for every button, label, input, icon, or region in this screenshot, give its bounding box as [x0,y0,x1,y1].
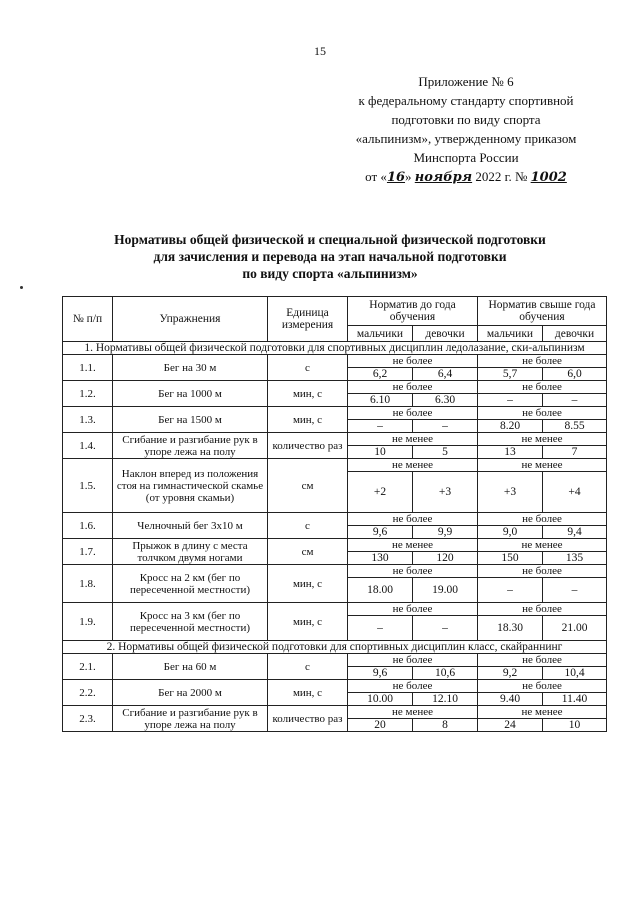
value-boys-year: – [348,420,413,433]
table-row [63,565,607,578]
value-boys-over: 18.30 [478,616,543,641]
row-number: 1.7. [63,539,113,565]
row-unit: мин, с [268,680,348,706]
row-exercise: Бег на 1500 м [113,407,268,433]
appendix-block [326,72,606,187]
value-girls-year: 8 [413,719,478,732]
date-mid: » [405,169,412,184]
row-condition-year: не более [348,355,478,368]
value-girls-over: 9,4 [543,526,607,539]
section-title: 2. Нормативы общей физической подготовки для спортивных дисциплин класс, скайраннинг [63,641,607,654]
value-boys-year: +2 [348,472,413,513]
value-boys-over: 8.20 [478,420,543,433]
value-boys-over: 9,0 [478,526,543,539]
appendix-line: «альпинизм», утвержденному приказом [355,131,577,146]
value-girls-year: – [413,616,478,641]
header-num: № п/п [63,297,113,342]
value-boys-over: 24 [478,719,543,732]
row-exercise: Челночный бег 3х10 м [113,513,268,539]
row-condition-over: не более [478,603,607,616]
header-boys: мальчики [348,326,413,342]
row-number: 2.3. [63,706,113,732]
value-girls-year: 9,9 [413,526,478,539]
row-condition-year: не более [348,680,478,693]
row-number: 1.5. [63,459,113,513]
row-number: 1.9. [63,603,113,641]
section-row [63,641,607,654]
row-exercise: Сгибание и разгибание рук в упоре лежа на полу [113,706,268,732]
value-girls-over: 10,4 [543,667,607,680]
row-unit: см [268,539,348,565]
value-girls-over: 135 [543,552,607,565]
row-condition-year: не более [348,513,478,526]
date-year: 2022 г. № [475,169,528,184]
header-norm-over: Норматив свыше года обучения [478,297,607,326]
row-condition-over: не более [478,355,607,368]
row-condition-year: не более [348,565,478,578]
handwritten-order-number: 1002 [530,170,567,185]
norms-table [62,296,607,732]
value-girls-year: 10,6 [413,667,478,680]
row-number: 1.6. [63,513,113,539]
row-exercise: Бег на 2000 м [113,680,268,706]
row-unit: количество раз [268,706,348,732]
value-girls-year: 19.00 [413,578,478,603]
row-number: 1.4. [63,433,113,459]
row-condition-year: не менее [348,433,478,446]
row-exercise: Кросс на 3 км (бег по пересеченной местности) [113,603,268,641]
row-condition-over: не более [478,381,607,394]
value-boys-year: 18.00 [348,578,413,603]
row-unit: количество раз [268,433,348,459]
appendix-line: Минспорта России [413,150,519,165]
value-girls-year: 120 [413,552,478,565]
section-row [63,342,607,355]
appendix-line: к федеральному стандарту спортивной [358,93,574,108]
row-exercise: Бег на 1000 м [113,381,268,407]
title-line: Нормативы общей физической и специальной физической подготовки [114,232,546,247]
handwritten-day: 16 [386,170,406,185]
row-unit: с [268,355,348,381]
row-unit: см [268,459,348,513]
row-condition-over: не более [478,513,607,526]
table-row [63,603,607,616]
row-condition-year: не менее [348,706,478,719]
value-girls-over: – [543,578,607,603]
value-boys-year: 10.00 [348,693,413,706]
row-exercise: Сгибание и разгибание рук в упоре лежа на полу [113,433,268,459]
value-boys-over: 150 [478,552,543,565]
page-number: 15 [314,44,326,58]
appendix-date-line [326,167,606,187]
table-row [63,459,607,472]
value-boys-over: 5,7 [478,368,543,381]
table-row [63,355,607,368]
row-number: 1.1. [63,355,113,381]
table-row [63,654,607,667]
handwritten-month: ноября [414,170,473,185]
value-girls-year: 6,4 [413,368,478,381]
value-girls-year: 6.30 [413,394,478,407]
row-condition-over: не более [478,565,607,578]
header-girls: девочки [543,326,607,342]
value-girls-over: 7 [543,446,607,459]
title-line: по виду спорта «альпинизм» [242,266,418,281]
row-exercise: Наклон вперед из положения стоя на гимнастической скамье (от уровня скамьи) [113,459,268,513]
norms-table-body [63,342,607,732]
row-number: 2.1. [63,654,113,680]
table-row [63,433,607,446]
row-unit: с [268,654,348,680]
row-exercise: Кросс на 2 км (бег по пересеченной местности) [113,565,268,603]
value-girls-over: 21.00 [543,616,607,641]
row-exercise: Прыжок в длину с места толчком двумя ногами [113,539,268,565]
row-condition-year: не более [348,654,478,667]
table-row [63,680,607,693]
row-number: 2.2. [63,680,113,706]
appendix-line: Приложение № 6 [418,74,514,89]
value-boys-over: – [478,578,543,603]
value-girls-over: 11.40 [543,693,607,706]
value-boys-over: 13 [478,446,543,459]
table-row [63,706,607,719]
value-boys-year: 130 [348,552,413,565]
row-unit: с [268,513,348,539]
row-condition-over: не более [478,680,607,693]
value-girls-over: 6,0 [543,368,607,381]
appendix-line: подготовки по виду спорта [391,112,541,127]
header-norm-year: Норматив до года обучения [348,297,478,326]
row-unit: мин, с [268,407,348,433]
title-line: для зачисления и перевода на этап начальной подготовки [153,249,507,264]
header-exercise: Упражнения [113,297,268,342]
header-girls: девочки [413,326,478,342]
row-condition-year: не более [348,603,478,616]
row-condition-year: не менее [348,539,478,552]
value-girls-over: 8.55 [543,420,607,433]
value-boys-year: 10 [348,446,413,459]
table-row [63,381,607,394]
section-title: 1. Нормативы общей физической подготовки для спортивных дисциплин ледолазание, ски-альпинизм [63,342,607,355]
row-condition-over: не менее [478,459,607,472]
value-boys-year: 6.10 [348,394,413,407]
header-unit: Единица измерения [268,297,348,342]
row-condition-over: не менее [478,706,607,719]
row-condition-year: не более [348,381,478,394]
value-boys-year: – [348,616,413,641]
row-condition-over: не более [478,407,607,420]
value-girls-over: 10 [543,719,607,732]
table-row [63,539,607,552]
row-number: 1.3. [63,407,113,433]
row-unit: мин, с [268,565,348,603]
row-number: 1.8. [63,565,113,603]
value-boys-year: 6,2 [348,368,413,381]
row-unit: мин, с [268,381,348,407]
value-girls-year: 12.10 [413,693,478,706]
value-boys-over: 9.40 [478,693,543,706]
row-condition-over: не менее [478,433,607,446]
value-girls-over: +4 [543,472,607,513]
value-boys-over: 9,2 [478,667,543,680]
value-girls-year: 5 [413,446,478,459]
value-boys-year: 9,6 [348,667,413,680]
table-row [63,513,607,526]
scan-speck [20,286,23,289]
header-boys: мальчики [478,326,543,342]
value-boys-year: 20 [348,719,413,732]
row-condition-year: не менее [348,459,478,472]
row-condition-year: не более [348,407,478,420]
row-exercise: Бег на 60 м [113,654,268,680]
value-boys-year: 9,6 [348,526,413,539]
value-girls-year: +3 [413,472,478,513]
table-row [63,407,607,420]
value-boys-over: – [478,394,543,407]
row-condition-over: не менее [478,539,607,552]
value-girls-year: – [413,420,478,433]
value-girls-over: – [543,394,607,407]
date-prefix: от « [365,169,387,184]
row-unit: мин, с [268,603,348,641]
row-number: 1.2. [63,381,113,407]
value-boys-over: +3 [478,472,543,513]
row-condition-over: не более [478,654,607,667]
row-exercise: Бег на 30 м [113,355,268,381]
document-title [60,231,600,282]
